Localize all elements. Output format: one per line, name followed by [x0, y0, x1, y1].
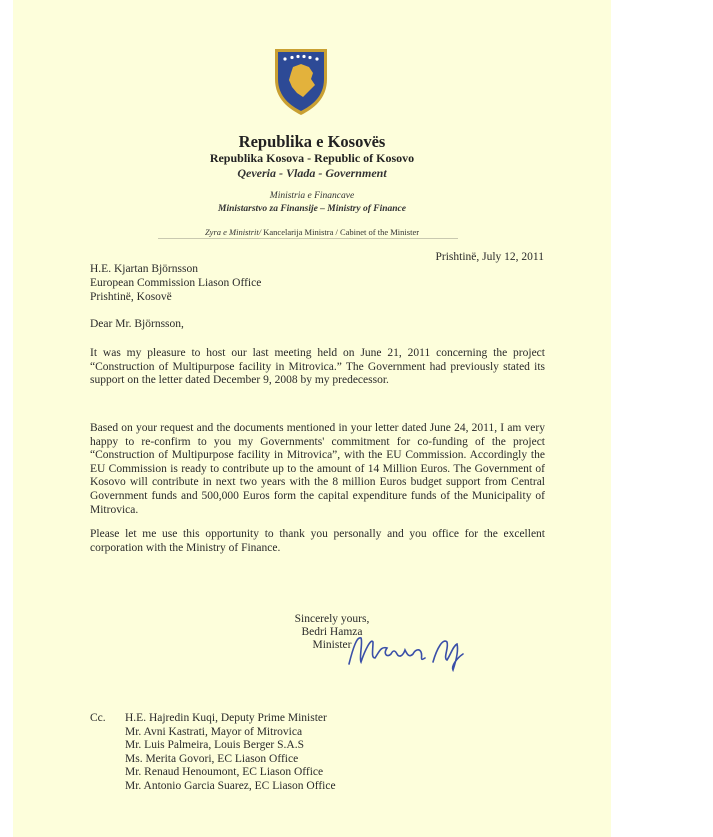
- recipient-address: [90, 262, 261, 304]
- cc-entry: Ms. Merita Govori, EC Liason Office: [125, 752, 299, 765]
- ministry-name: Ministria e Financave: [269, 191, 355, 201]
- header-divider: [158, 238, 458, 239]
- letter-page: [13, 0, 611, 837]
- cc-entry: H.E. Hajredin Kuqi, Deputy Prime Minister: [125, 712, 327, 724]
- body-paragraph: Based on your request and the documents mentioned in your letter dated June 24, 2011, I am very happy to re-confirm to you my Governments' commitment for co-funding of the project “Construction of Multipurpose facility in Mitrovica”, with the EU Commission. Accordingly the EU Commission is ready to contribute up to the amount of 14 Million Euros. The Government of Kosovo will contribute in next two years with the 8 million Euros budget support from Central Government funds and 500,000 Euros form the capital expenditure funds of the Municipality of Mitrovica.: [90, 422, 545, 516]
- ministry-name-alt: Ministarstvo za Finansije – Ministry of Finance: [218, 204, 406, 214]
- office-line-sq: Zyra e Ministrit/: [204, 227, 262, 237]
- cc-label: Cc.: [90, 712, 106, 724]
- signatory-name: Bedri Hamza: [301, 626, 363, 638]
- kosovo-coat-of-arms-icon: [271, 45, 331, 117]
- greeting: Dear Mr. Björnsson,: [90, 318, 184, 330]
- recipient-line: European Commission Liason Office: [90, 277, 262, 289]
- closing-block: [13, 613, 611, 652]
- government-line: Qeveria - Vlada - Government: [237, 166, 387, 180]
- signatory-title: Minister: [312, 639, 352, 651]
- cc-entry: Mr. Avni Kastrati, Mayor of Mitrovica: [125, 725, 303, 738]
- office-line: [13, 227, 611, 237]
- office-line-rest: Kancelarija Ministra / Cabinet of the Minister: [261, 227, 420, 237]
- recipient-line: Prishtinë, Kosovë: [90, 291, 172, 303]
- country-name: Republika e Kosovës: [238, 132, 386, 151]
- closing-salutation: Sincerely yours,: [294, 613, 370, 625]
- cc-list: [125, 712, 336, 794]
- body-paragraph: It was my pleasure to host our last meeting held on June 21, 2011 concerning the project “Construction of Multipurpose facility in Mitrovica.” The Government had previously stated its support on the letter dated December 9, 2008 by my predecessor.: [90, 347, 545, 387]
- recipient-line: H.E. Kjartan Björnsson: [90, 263, 198, 275]
- cc-entry: Mr. Luis Palmeira, Louis Berger S.A.S: [125, 739, 304, 752]
- cc-entry: Mr. Renaud Henoumont, EC Liason Office: [125, 766, 324, 779]
- signature-mark: [343, 628, 483, 673]
- country-name-alt: Republika Kosova - Republic of Kosovo: [209, 151, 415, 165]
- cc-entry: Mr. Antonio Garcia Suarez, EC Liason Office: [125, 779, 336, 792]
- body-paragraph: Please let me use this opportunity to thank you personally and you office for the excellent corporation with the Ministry of Finance.: [90, 528, 545, 554]
- letter-date: Prishtinë, July 12, 2011: [435, 251, 544, 263]
